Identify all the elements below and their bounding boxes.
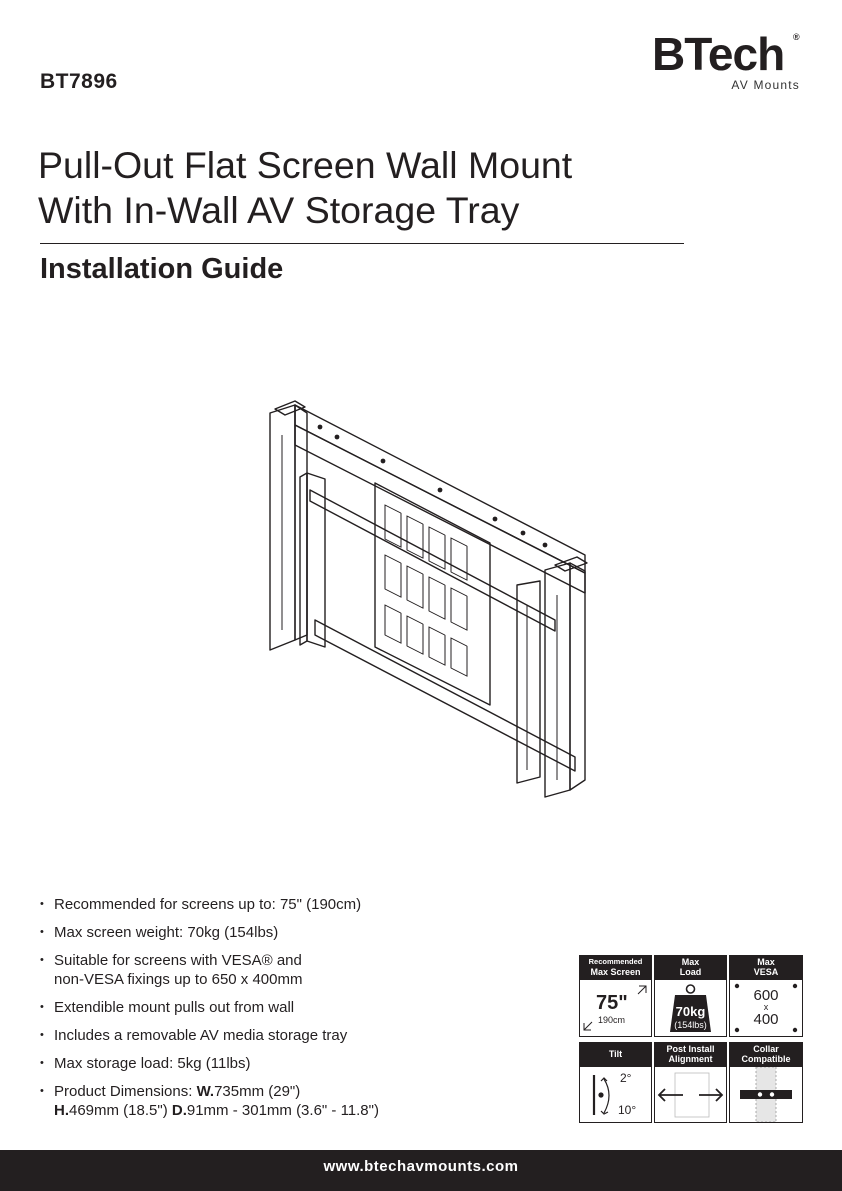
spec-cell-tilt xyxy=(579,1066,652,1123)
title-line-2: With In-Wall AV Storage Tray xyxy=(38,189,520,231)
load-lbs: (154lbs) xyxy=(674,1020,707,1030)
title-line-1: Pull-Out Flat Screen Wall Mount xyxy=(38,144,573,186)
spec-head-alignment: Post Install Alignment xyxy=(654,1042,727,1066)
spec-cell-vesa xyxy=(729,979,803,1037)
spec-head-max-load: Max Load xyxy=(654,955,727,979)
feature-item: • Includes a removable AV media storage tray xyxy=(40,1026,379,1045)
feature-item: • Recommended for screens up to: 75" (190cm) xyxy=(40,895,379,914)
feature-continuation: non-VESA fixings up to 650 x 400mm xyxy=(54,971,303,988)
vesa-width: 600 xyxy=(753,987,779,1004)
model-number: BT7896 xyxy=(40,70,118,93)
spec-head-tilt: Tilt xyxy=(579,1042,652,1066)
footer-bar xyxy=(0,1150,842,1191)
vesa-height: 400 xyxy=(753,1011,779,1028)
spec-cell-screen xyxy=(579,979,652,1037)
feature-item: • Max screen weight: 70kg (154lbs) xyxy=(40,923,379,942)
spec-head-max-screen: Recommended Max Screen xyxy=(579,955,652,979)
vesa-by: x xyxy=(763,1002,769,1012)
dimensions-continuation: H.469mm (18.5") D.91mm - 301mm (3.6" - 11.8") xyxy=(54,1102,379,1119)
feature-item-dimensions: • Product Dimensions: W.735mm (29") H.469mm (18.5") D.91mm - 301mm (3.6" - 11.8") xyxy=(40,1082,379,1120)
tilt-down-degrees: 10° xyxy=(618,1103,637,1117)
diagonal-arrow-icon xyxy=(580,980,651,1036)
screen-size-cm: 190cm xyxy=(598,1015,626,1025)
spec-head-collar: Collar Compatible xyxy=(729,1042,803,1066)
title-divider xyxy=(40,243,684,244)
collar-icon xyxy=(730,1067,802,1122)
installation-guide-heading: Installation Guide xyxy=(40,253,284,285)
feature-item: • Max storage load: 5kg (11lbs) xyxy=(40,1054,379,1073)
logo-wordmark: BTech xyxy=(652,28,785,80)
spec-icon-grid xyxy=(579,955,803,1123)
page-title xyxy=(38,143,572,233)
feature-item: • Extendible mount pulls out from wall xyxy=(40,998,379,1017)
load-value: 70kg xyxy=(675,1004,706,1019)
feature-list xyxy=(40,895,379,1129)
feature-item: • Suitable for screens with VESA® and non-VESA fixings up to 650 x 400mm xyxy=(40,951,379,989)
spec-cell-collar xyxy=(729,1066,803,1123)
alignment-arrows-icon xyxy=(655,1067,726,1122)
screen-size-value: 75" xyxy=(596,992,628,1014)
spec-cell-load xyxy=(654,979,727,1037)
tilt-icon xyxy=(580,1067,651,1122)
website-link[interactable]: www.btechavmounts.com xyxy=(323,1158,519,1175)
spec-cell-alignment xyxy=(654,1066,727,1123)
tilt-up-degrees: 2° xyxy=(620,1071,632,1085)
logo-tagline: AV Mounts xyxy=(731,78,800,92)
wall-mount-illustration xyxy=(255,395,605,805)
spec-head-max-vesa: Max VESA xyxy=(729,955,803,979)
btech-logo xyxy=(652,28,804,94)
logo-registered-mark: ® xyxy=(793,32,800,42)
